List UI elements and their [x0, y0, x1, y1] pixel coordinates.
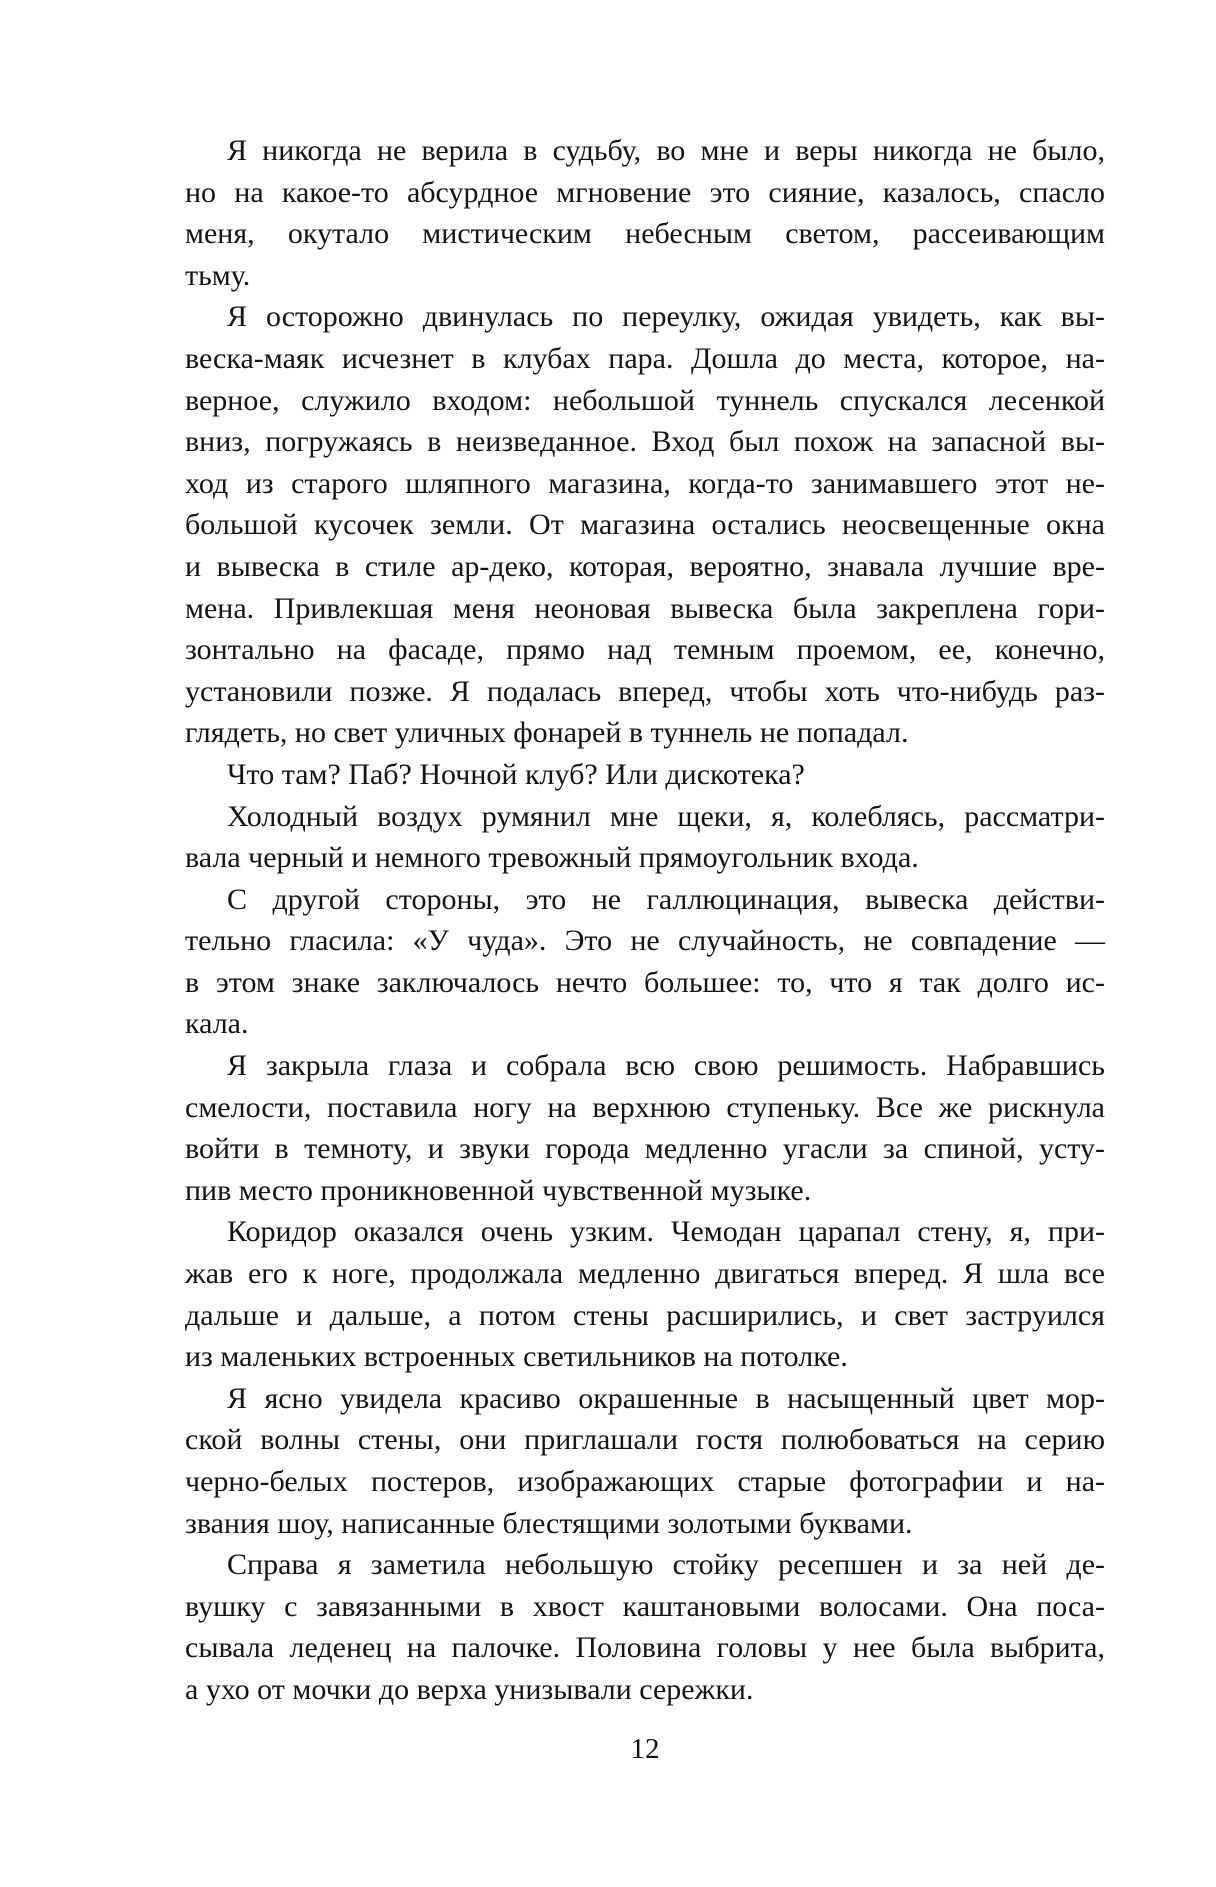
text-line: сывала леденец на палочке. Половина головы у нее была выбрита,: [185, 1631, 1105, 1665]
text-line: Я никогда не верила в судьбу, во мне и веры никогда не было,: [227, 134, 1105, 167]
text-line: Холодный воздух румянил мне щеки, я, колеблясь, рассматри-: [227, 799, 1105, 833]
text-line: черно-белых постеров, изображающих старые фотографии и на-: [185, 1465, 1105, 1498]
paragraph: [185, 1045, 1105, 1211]
paragraph: [185, 1211, 1105, 1377]
text-line: войти в темноту, и звуки города медленно угасли за спиной, усту-: [185, 1132, 1105, 1166]
text-line: звания шоу, написанные блестящими золотыми буквами.: [185, 1506, 913, 1540]
text-line: вниз, погружаясь в неизведанное. Вход был похож на запасной вы-: [185, 425, 1105, 459]
text-line: а ухо от мочки до верха унизывали сережки.: [185, 1672, 754, 1706]
text-line: Я осторожно двинулась по переулку, ожидая увидеть, как вы-: [227, 300, 1105, 334]
text-line: Я закрыла глаза и собрала всю свою решимость. Набравшись: [227, 1049, 1105, 1083]
text-line: вушку с завязанными в хвост каштановыми волосами. Она поса-: [185, 1589, 1105, 1623]
text-line: и вывеска в стиле ар-деко, которая, вероятно, знавала лучшие вре-: [185, 549, 1105, 583]
paragraph: [185, 1544, 1105, 1710]
text-line: веска-маяк исчезнет в клубах пара. Дошла до места, которое, на-: [185, 341, 1105, 375]
text-line: но на какое-то абсурдное мгновение это сияние, казалось, спасло: [185, 175, 1105, 209]
paragraph: [185, 754, 1105, 796]
paragraph: [185, 1378, 1105, 1544]
text-line: жав его к ноге, продолжала медленно двигаться вперед. Я шла все: [185, 1257, 1105, 1291]
text-line: пив место проникновенной чувственной музыке.: [185, 1173, 812, 1207]
text-line: ход из старого шляпного магазина, когда-то занимавшего этот не-: [185, 466, 1105, 500]
text-line: глядеть, но свет уличных фонарей в туннель не попадал.: [185, 716, 909, 750]
text-line: меня, окутало мистическим небесным светом, рассеивающим: [185, 217, 1105, 251]
text-line: Я ясно увидела красиво окрашенные в насыщенный цвет мор-: [227, 1381, 1105, 1415]
text-line: большой кусочек земли. От магазина остались неосвещенные окна: [185, 508, 1105, 542]
text-line: смелости, поставила ногу на верхнюю ступеньку. Все же рискнула: [185, 1090, 1105, 1124]
text-line: дальше и дальше, а потом стены расширились, и свет заструился: [185, 1298, 1105, 1332]
text-line: ской волны стены, они приглашали гостя полюбоваться на серию: [185, 1423, 1105, 1457]
text-line: из маленьких встроенных светильников на потолке.: [185, 1340, 848, 1374]
text-line: Коридор оказался очень узким. Чемодан царапал стену, я, при-: [227, 1215, 1105, 1249]
text-line: мена. Привлекшая меня неоновая вывеска была закреплена гори-: [185, 591, 1105, 625]
text-line: установили позже. Я подалась вперед, чтобы хоть что-нибудь раз-: [185, 674, 1105, 708]
text-line: Что там? Паб? Ночной клуб? Или дискотека?: [227, 757, 805, 791]
text-line: вала черный и немного тревожный прямоугольник входа.: [185, 841, 919, 875]
paragraph: [185, 796, 1105, 879]
text-line: зонтально на фасаде, прямо над темным проемом, ее, конечно,: [185, 633, 1105, 667]
text-line: тьму.: [185, 258, 251, 292]
paragraph: [185, 296, 1105, 754]
page-number: 12: [630, 1733, 660, 1765]
paragraph: [185, 879, 1105, 1045]
text-line: Справа я заметила небольшую стойку ресепшен и за ней де-: [227, 1548, 1105, 1582]
text-block: [185, 130, 1105, 1711]
paragraph: [185, 130, 1105, 296]
text-line: в этом знаке заключалось нечто большее: то, что я так долго ис-: [185, 965, 1105, 999]
text-line: С другой стороны, это не галлюцинация, вывеска действи-: [227, 882, 1105, 916]
text-line: тельно гласила: «У чуда». Это не случайность, не совпадение —: [185, 924, 1105, 958]
text-line: кала.: [185, 1007, 249, 1041]
text-line: верное, служило входом: небольшой туннель спускался лесенкой: [185, 383, 1105, 417]
